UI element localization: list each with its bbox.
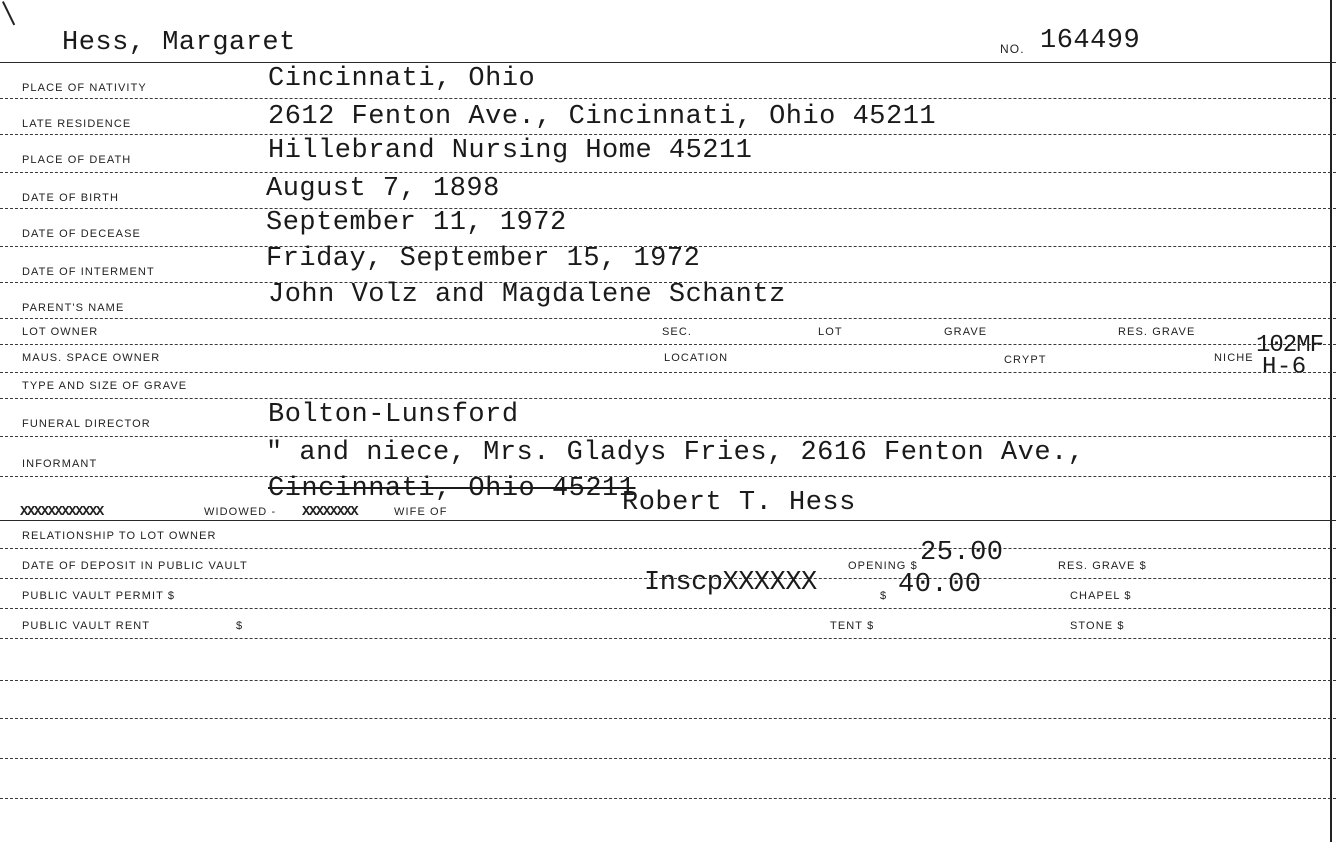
place-of-death-label: PLACE OF DEATH bbox=[22, 154, 132, 166]
spouse-name: Robert T. Hess bbox=[622, 488, 856, 518]
decedent-name: Hess, Margaret bbox=[62, 28, 296, 58]
sec-label: SEC. bbox=[662, 326, 693, 338]
parents-name-label: PARENT'S NAME bbox=[22, 302, 125, 314]
date-of-decease-label: DATE OF DECEASE bbox=[22, 228, 141, 240]
row-rule bbox=[0, 398, 1336, 399]
type-size-grave-label: TYPE AND SIZE OF GRAVE bbox=[22, 380, 188, 392]
row-rule bbox=[0, 680, 1336, 681]
vault-res-grave-label: RES. GRAVE $ bbox=[1058, 560, 1147, 572]
row-rule bbox=[0, 548, 1336, 549]
deposit-date-label: DATE OF DEPOSIT IN PUBLIC VAULT bbox=[22, 560, 248, 572]
lot-label: LOT bbox=[818, 326, 843, 338]
struck-out-status: XXXXXXXXXXXX bbox=[20, 504, 103, 520]
row-rule bbox=[0, 62, 1336, 63]
niche-section: H-6 bbox=[1262, 354, 1307, 381]
date-of-decease-value: September 11, 1972 bbox=[266, 208, 567, 238]
row-rule bbox=[0, 476, 1336, 477]
informant-value-line1: " and niece, Mrs. Gladys Fries, 2616 Fenton Ave., bbox=[266, 438, 1085, 468]
opening-label: OPENING $ bbox=[848, 560, 918, 572]
row-rule bbox=[0, 520, 1336, 521]
date-of-interment-value: Friday, September 15, 1972 bbox=[266, 244, 701, 274]
date-of-birth-label: DATE OF BIRTH bbox=[22, 192, 120, 204]
vault-rent-dollar-sign: $ bbox=[236, 620, 244, 632]
date-of-birth-value: August 7, 1898 bbox=[266, 174, 500, 204]
late-residence-label: LATE RESIDENCE bbox=[22, 118, 132, 130]
widowed-label: WIDOWED - bbox=[204, 506, 277, 518]
inscription-amount: 40.00 bbox=[898, 570, 982, 600]
row-rule bbox=[0, 608, 1336, 609]
informant-label: INFORMANT bbox=[22, 458, 98, 470]
number-label: NO. bbox=[1000, 42, 1025, 56]
row-rule bbox=[0, 318, 1336, 319]
opening-amount: 25.00 bbox=[920, 538, 1004, 568]
wife-of-label: WIFE OF bbox=[394, 506, 448, 518]
row-rule bbox=[0, 798, 1336, 799]
tent-label: TENT $ bbox=[830, 620, 875, 632]
stone-label: STONE $ bbox=[1070, 620, 1125, 632]
chapel-label: CHAPEL $ bbox=[1070, 590, 1132, 602]
place-of-death-value: Hillebrand Nursing Home 45211 bbox=[268, 136, 753, 166]
row-rule bbox=[0, 718, 1336, 719]
late-residence-value: 2612 Fenton Ave., Cincinnati, Ohio 45211 bbox=[268, 102, 937, 132]
place-of-nativity-label: PLACE OF NATIVITY bbox=[22, 82, 147, 94]
funeral-director-value: Bolton-Lunsford bbox=[268, 400, 519, 430]
row-rule bbox=[0, 98, 1336, 99]
row-rule bbox=[0, 758, 1336, 759]
record-number: 164499 bbox=[1040, 26, 1141, 56]
lot-owner-label: LOT OWNER bbox=[22, 326, 99, 338]
right-edge-line bbox=[1330, 0, 1332, 842]
date-of-interment-label: DATE OF INTERMENT bbox=[22, 266, 155, 278]
row-rule bbox=[0, 344, 1336, 345]
row-rule bbox=[0, 172, 1336, 173]
informant-value-line2: Cincinnati, Ohio 45211 bbox=[268, 474, 636, 504]
niche-value: 102MF bbox=[1256, 332, 1324, 359]
row-rule bbox=[0, 372, 1336, 373]
row-rule bbox=[0, 134, 1336, 135]
row-rule bbox=[0, 638, 1336, 639]
corner-mark bbox=[2, 1, 15, 25]
funeral-director-label: FUNERAL DIRECTOR bbox=[22, 418, 151, 430]
niche-label: NICHE bbox=[1214, 352, 1254, 364]
grave-label: GRAVE bbox=[944, 326, 988, 338]
row-rule bbox=[0, 436, 1336, 437]
struck-out-husband: XXXXXXXX bbox=[302, 504, 358, 520]
relationship-label: RELATIONSHIP TO LOT OWNER bbox=[22, 530, 217, 542]
res-grave-label: RES. GRAVE bbox=[1118, 326, 1196, 338]
vault-permit-label: PUBLIC VAULT PERMIT $ bbox=[22, 590, 176, 602]
inscription-label: InscpXXXXXX bbox=[644, 568, 817, 598]
place-of-nativity-value: Cincinnati, Ohio bbox=[268, 64, 536, 94]
parents-name-value: John Volz and Magdalene Schantz bbox=[268, 280, 786, 310]
inscription-dollar-sign: $ bbox=[880, 590, 888, 602]
vault-rent-label: PUBLIC VAULT RENT bbox=[22, 620, 151, 632]
location-label: LOCATION bbox=[664, 352, 729, 364]
crypt-label: CRYPT bbox=[1004, 354, 1047, 366]
row-rule bbox=[0, 208, 1336, 209]
maus-space-owner-label: MAUS. SPACE OWNER bbox=[22, 352, 161, 364]
